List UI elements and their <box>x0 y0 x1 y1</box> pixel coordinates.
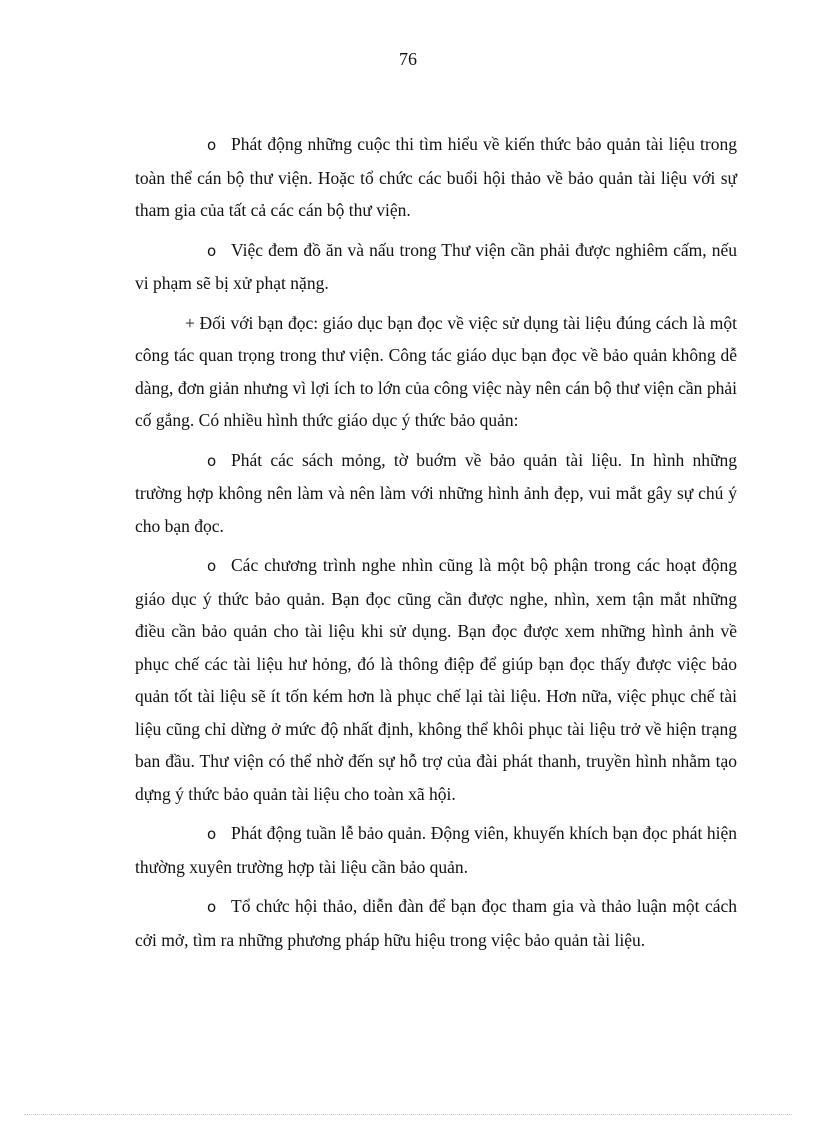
paragraph-bullet-3 <box>135 444 737 543</box>
paragraph-bullet-4 <box>135 549 737 810</box>
paragraph-text: Đối với bạn đọc: giáo dục bạn đọc về việc sử dụng tài liệu đúng cách là một công tác quan trọng trong thư viện. Công tác giáo dục bạn đọc về bảo quản không dễ dàng, đơn giản nhưng vì lợi ích to lớn của công việc này nên cán bộ thư viện cần phải cố gắng. Có nhiều hình thức giáo dục ý thức bảo quản: <box>135 312 737 430</box>
paragraph-text: Tổ chức hội thảo, diễn đàn để bạn đọc tham gia và thảo luận một cách cởi mở, tìm ra những phương pháp hữu hiệu trong việc bảo quản tài liệu. <box>135 896 737 950</box>
document-body <box>135 128 737 956</box>
bullet-marker: o <box>207 557 217 575</box>
paragraph-text: Phát động những cuộc thi tìm hiểu về kiến thức bảo quản tài liệu trong toàn thể cán bộ thư viện. Hoặc tổ chức các buổi hội thảo về bảo quản tài liệu với sự tham gia của tất cả các cán bộ thư viện. <box>135 134 737 220</box>
bullet-marker: o <box>207 825 217 843</box>
page-number: 76 <box>399 49 417 69</box>
paragraph-text: Việc đem đồ ăn và nấu trong Thư viện cần phải được nghiêm cấm, nếu vi phạm sẽ bị xử phạt nặng. <box>135 239 737 293</box>
bullet-marker: o <box>207 136 217 154</box>
page-bottom-divider <box>24 1114 792 1115</box>
plus-marker: + <box>185 312 195 333</box>
bullet-marker: o <box>207 451 217 470</box>
paragraph-bullet-6 <box>135 890 737 956</box>
bullet-marker: o <box>207 898 217 916</box>
paragraph-text: Phát các sách mỏng, tờ buớm về bảo quản tài liệu. In hình những trường hợp không nên làm và nên làm với những hình ảnh đẹp, vui mắt gây sự chú ý cho bạn đọc. <box>135 449 737 536</box>
paragraph-bullet-1 <box>135 128 737 227</box>
paragraph-text: Phát động tuần lễ bảo quản. Động viên, khuyến khích bạn đọc phát hiện thường xuyên trường hợp tài liệu cần bảo quản. <box>135 823 737 877</box>
paragraph-text: Các chương trình nghe nhìn cũng là một bộ phận trong các hoạt động giáo dục ý thức bảo quản. Bạn đọc cũng cần được nghe, nhìn, xem tận mắt những điều cần bảo quản cho tài liệu khi sử dụng. Bạn đọc được xem những hình ảnh về phục chế các tài liệu hư hỏng, đó là thông điệp để giúp bạn đọc thấy được việc bảo quản tốt tài liệu sẽ ít tốn kém hơn là phục chế lại tài liệu. Hơn nữa, việc phục chế tài liệu cũng chỉ dừng ở mức độ nhất định, không thể khôi phục tài liệu trở về hiện trạng ban đầu. Thư viện có thể nhờ đến sự hỗ trợ của đài phát thanh, truyền hình nhằm tạo dựng ý thức bảo quản tài liệu cho toàn xã hội. <box>135 555 737 804</box>
paragraph-bullet-5 <box>135 817 737 883</box>
paragraph-bullet-2 <box>135 234 737 300</box>
paragraph-reader-section <box>135 307 737 437</box>
bullet-marker: o <box>207 241 217 260</box>
